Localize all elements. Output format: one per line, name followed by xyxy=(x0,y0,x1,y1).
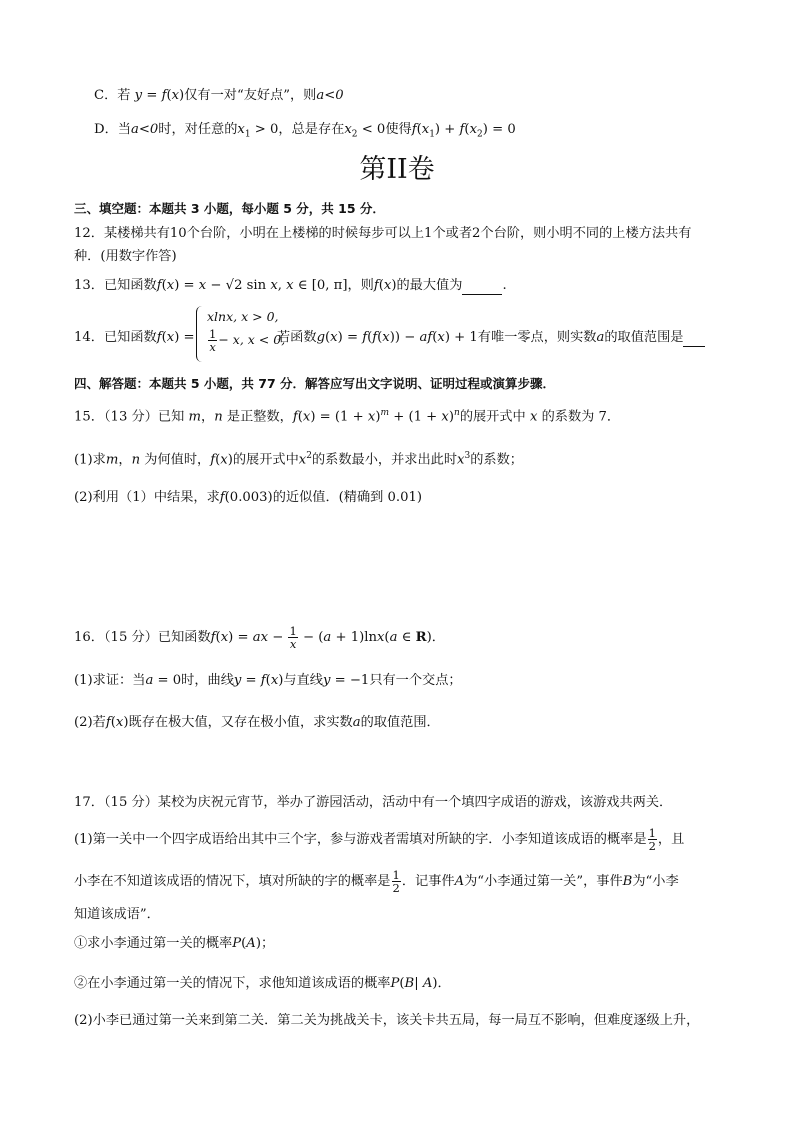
section-3-heading: 三、填空题：本题共 3 小题，每小题 5 分，共 15 分． xyxy=(74,201,385,216)
q16-p2c: 的取值范围． xyxy=(360,715,440,730)
q17-part1-line2: 小李在不知道该成语的情况下，填对所缺的字的概率是 $\frac{1}{2}$ ．记事件A为“小李通过第一关”，事件B为“小李 xyxy=(74,868,679,895)
q14-piecewise xyxy=(196,306,286,364)
q17-sub1: ①求小李通过第一关的概率P(A)； xyxy=(74,936,275,951)
q14-case-2-text: − x, x < 0, xyxy=(218,332,286,347)
option-d: D．当a<0时，对任意的$x_1 > 0$，总是存在$x_2 < 0$使得$f(x_1) + f(x_2) = 0$ xyxy=(94,122,516,140)
q15-p1d: 的系数最小，并求出此时 xyxy=(311,452,458,468)
q13: 13．已知函数f(x) = x − √2 sin x, x ∈ [0, π]，则f(x)的最大值为 . xyxy=(74,278,507,293)
q15-p2b: 的近似值．(精确到 0.01) xyxy=(272,490,423,505)
part-title: 第II卷 xyxy=(359,154,435,185)
q12-line2: 种．(用数字作答) xyxy=(74,249,177,264)
q15-h2: 是正整数， xyxy=(226,409,293,425)
q16-header-text: 16．（15 分）已知函数 xyxy=(74,630,211,645)
q13-suffix: 的最大值为 xyxy=(396,278,463,293)
q14-after: 有唯一零点，则实数 xyxy=(477,330,597,345)
q14-prefix: 14．已知函数f(x) = xyxy=(74,330,195,345)
q17-part1-line1: (1)第一关中一个四字成语给出其中三个字，参与游戏者需填对所缺的字．小李知道该成语的概率是 $\frac{1}{2}$ ，且 xyxy=(74,826,685,853)
formula-y-fx: y xyxy=(134,88,143,103)
q14-case-2: $\frac{1}{x}$ − x, x < 0, xyxy=(209,327,286,354)
q15-part1: (1)求m，n 为何值时，f(x)的展开式中$x^2$的系数最小，并求出此时$x^3$的系数； xyxy=(74,451,523,468)
q14-mid: 若函数 xyxy=(277,330,317,345)
q17-p1c: 小李在不知道该成语的情况下，填对所缺的字的概率是 xyxy=(74,874,391,889)
q17-p1e: 为“小李通过第一关”，事件 xyxy=(464,874,623,889)
q15-part2: (2)利用（1）中结果，求f(0.003)的近似值．(精确到 0.01) xyxy=(74,490,423,505)
option-d-text-2: ，总是存在 xyxy=(278,122,345,137)
q17-header: 17．（15 分）某校为庆祝元宵节，举办了游园活动，活动中有一个填四字成语的游戏，该游戏共两关． xyxy=(74,795,673,810)
q17-p1b: ，且 xyxy=(657,832,685,847)
q13-mid: ，则 xyxy=(347,278,374,293)
q15-p1a: (1)求 xyxy=(74,452,106,468)
q17-p1a: (1)第一关中一个四字成语给出其中三个字，参与游戏者需填对所缺的字．小李知道该成语的概率是 xyxy=(74,832,647,847)
q15-h3: 的展开式中 xyxy=(459,409,526,425)
option-d-label: D．当 xyxy=(94,122,131,137)
q12-line1: 12．某楼梯共有10个台阶，小明在上楼梯的时候每步可以上1个或者2个台阶，则小明不同的上楼方法共有 xyxy=(74,226,692,241)
option-c-text: 仅有一对“友好点”，则 xyxy=(184,88,317,103)
q17-p1f: 为“小李 xyxy=(632,874,679,889)
q15-header-text: 15．（13 分）已知 xyxy=(74,409,185,425)
q16-p1d: 只有一个交点； xyxy=(369,673,462,688)
q16-p1c: 与直线 xyxy=(283,673,323,688)
q17-part1-line3: 知道该成语”． xyxy=(74,907,160,922)
q14-suffix: 的取值范围是 xyxy=(604,330,684,345)
option-d-text-1: 时，对任意的 xyxy=(158,122,238,137)
answer-blank xyxy=(462,282,502,295)
q17-sub2: ②在小李通过第一关的情况下，求他知道该成语的概率P(B| A)． xyxy=(74,976,451,991)
option-c: C．若 y = f(x)仅有一对“友好点”，则a<0 xyxy=(94,88,344,103)
q14-prefix-text: 14．已知函数 xyxy=(74,330,157,345)
q17-part2: (2)小李已通过第一关来到第二关．第二关为挑战关卡，该关卡共五局，每一局互不影响，但难度逐级上升， xyxy=(74,1013,700,1028)
q15-p1c: 的展开式中 xyxy=(232,452,299,468)
q17-p1d: ．记事件 xyxy=(401,874,455,889)
q16-part2: (2)若f(x)既存在极大值，又存在极小值，求实数a的取值范围． xyxy=(74,715,440,730)
q16-p2a: (2)若 xyxy=(74,715,106,730)
q17-s1: ①求小李通过第一关的概率 xyxy=(74,936,233,951)
q15-header: 15．（13 分）已知 m，n 是正整数，$f(x) = (1 + x)^m + (1 + x)^n$的展开式中 x 的系数为 7． xyxy=(74,408,621,425)
q15-h4: 的系数为 7． xyxy=(541,409,621,425)
q15-p1b: 为何值时， xyxy=(144,452,211,468)
option-d-text-3: 使得 xyxy=(385,122,412,137)
q16-p1b: 时，曲线 xyxy=(181,673,234,688)
q13-prefix: 13．已知函数 xyxy=(74,278,157,293)
answer-blank xyxy=(683,334,705,347)
formula-a-lt-0: a<0 xyxy=(316,88,344,103)
option-c-label: C．若 xyxy=(94,88,131,103)
q14-rest: 若函数g(x) = f(f(x)) − af(x) + 1有唯一零点，则实数a的取值范围是 xyxy=(277,329,705,347)
section-4-heading: 四、解答题：本题共 5 小题，共 77 分．解答应写出文字说明、证明过程或演算步骤． xyxy=(74,376,556,391)
q17-s2: ②在小李通过第一关的情况下，求他知道该成语的概率 xyxy=(74,976,391,991)
q15-p1e: 的系数； xyxy=(470,452,523,468)
q14-case-1: xlnx, x > 0, xyxy=(207,309,279,324)
q16-part1: (1)求证：当a = 0时，曲线y = f(x)与直线y = −1只有一个交点； xyxy=(74,673,462,688)
q16-p2b: 既存在极大值，又存在极小值，求实数 xyxy=(128,715,353,730)
q16-header: 16．（15 分）已知函数f(x) = ax − $\frac{1}{x}$ − (a + 1)lnx(a ∈ R)． xyxy=(74,624,445,651)
q15-p2a: (2)利用（1）中结果，求 xyxy=(74,490,220,505)
q16-p1a: (1)求证：当 xyxy=(74,673,146,688)
